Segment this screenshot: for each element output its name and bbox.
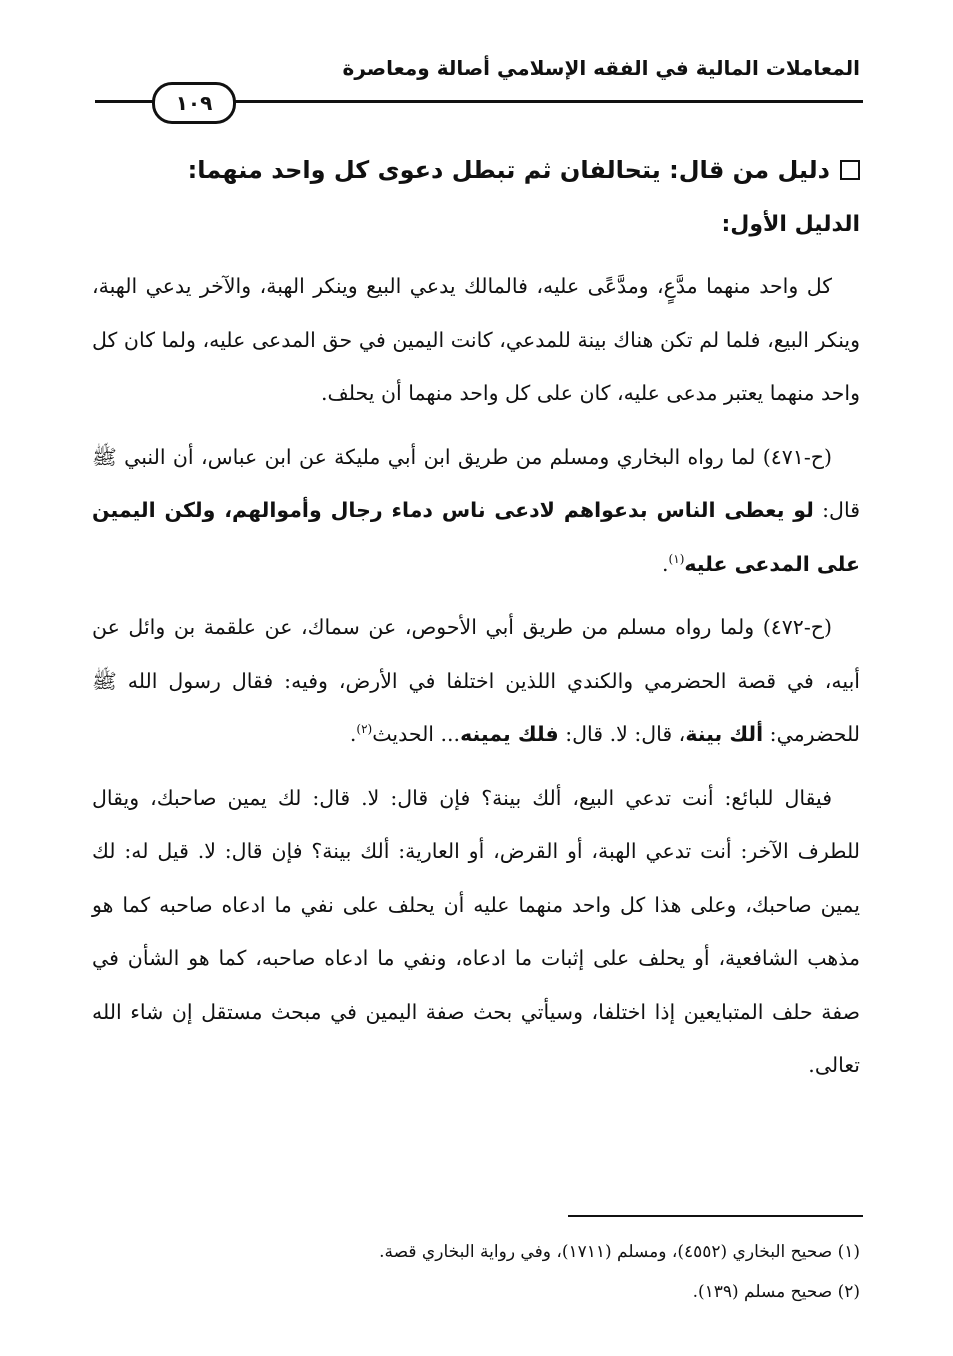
section-heading xyxy=(92,140,860,200)
footnote-ref-1[interactable]: (١) xyxy=(668,551,685,566)
hadith-472-mid: ، قال: لا. قال: xyxy=(558,722,686,746)
hadith-472-end2: . xyxy=(349,722,357,746)
hadith-472-bold-2: فلك يمينه xyxy=(460,722,559,746)
footnote-2: (٢) صحيح مسلم (١٣٩). xyxy=(692,1282,860,1302)
hadith-472-end: ... الحديث xyxy=(372,722,461,746)
section-heading-text: دليل من قال: يتحالفان ثم تبطل دعوى كل واحد منهما: xyxy=(187,156,830,184)
footnote-1: (١) صحيح البخاري (٤٥٥٢)، ومسلم (١٧١١)، وفي رواية البخاري قصة. xyxy=(379,1242,860,1262)
square-bullet-icon xyxy=(840,160,860,180)
hadith-471-end: . xyxy=(662,551,669,576)
page-number: ١٠٩ xyxy=(152,82,236,124)
hadith-472-intro: (ح-٤٧٢) ولما رواه مسلم من طريق أبي الأحوص، عن سماك، عن علقمة بن وائل عن أبيه، في قصة الحضرمي والكندي اللذين اختلفا في الأرض، وفيه: فقال رسول الله ﷺ للحضرمي: xyxy=(92,615,860,746)
page-body xyxy=(92,140,860,1093)
hadith-471-quote: لو يعطى الناس بدعواهم لادعى ناس دماء رجال وأموالهم، ولكن اليمين على المدعى عليه xyxy=(92,498,860,576)
paragraph-conclusion: فيقال للبائع: أنت تدعي البيع، ألك بينة؟ فإن قال: لا. قال: لك يمين صاحبك، ويقال للطرف الآخر: أنت تدعي الهبة، أو القرض، أو العارية: ألك بينة؟ فإن قال: لا. قيل له: لك يمين صاحبك، وعلى هذا كل واحد منهما عليه أن يحلف على نفي ما ادعاه صاحبه كما هو مذهب الشافعية، أو يحلف على إثبات ما ادعاه، ونفي ما ادعاه صاحبه، كما هو الشأن في صفة حلف المتبايعين إذا اختلفا، وسيأتي بحث صفة اليمين في مبحث مستقل إن شاء الله تعالى. xyxy=(92,785,860,1077)
paragraph-hadith-471 xyxy=(92,431,860,592)
running-title: المعاملات المالية في الفقه الإسلامي أصالة ومعاصرة xyxy=(342,56,860,80)
hadith-472-bold-1: ألك بينة xyxy=(685,722,764,746)
footnotes xyxy=(92,1232,860,1312)
hadith-471-intro: (ح-٤٧١) لما رواه البخاري ومسلم من طريق ابن أبي مليكة عن ابن عباس، أن النبي ﷺ قال: xyxy=(92,444,860,522)
paragraph-argument: كل واحد منهما مدَّعٍ، ومدَّعًى عليه، فالمالك يدعي البيع وينكر الهبة، والآخر يدعي الهبة، وينكر البيع، فلما لم تكن هناك بينة للمدعي، كانت اليمين في حق المدعى عليه، ولما كان كل واحد منهما يعتبر مدعى عليه، كان على كل واحد منهما أن يحلف. xyxy=(92,274,860,405)
footnote-ref-2[interactable]: (٢) xyxy=(356,722,373,737)
subheading: الدليل الأول: xyxy=(721,212,860,237)
footnote-separator xyxy=(568,1215,863,1217)
paragraph-hadith-472 xyxy=(92,601,860,762)
